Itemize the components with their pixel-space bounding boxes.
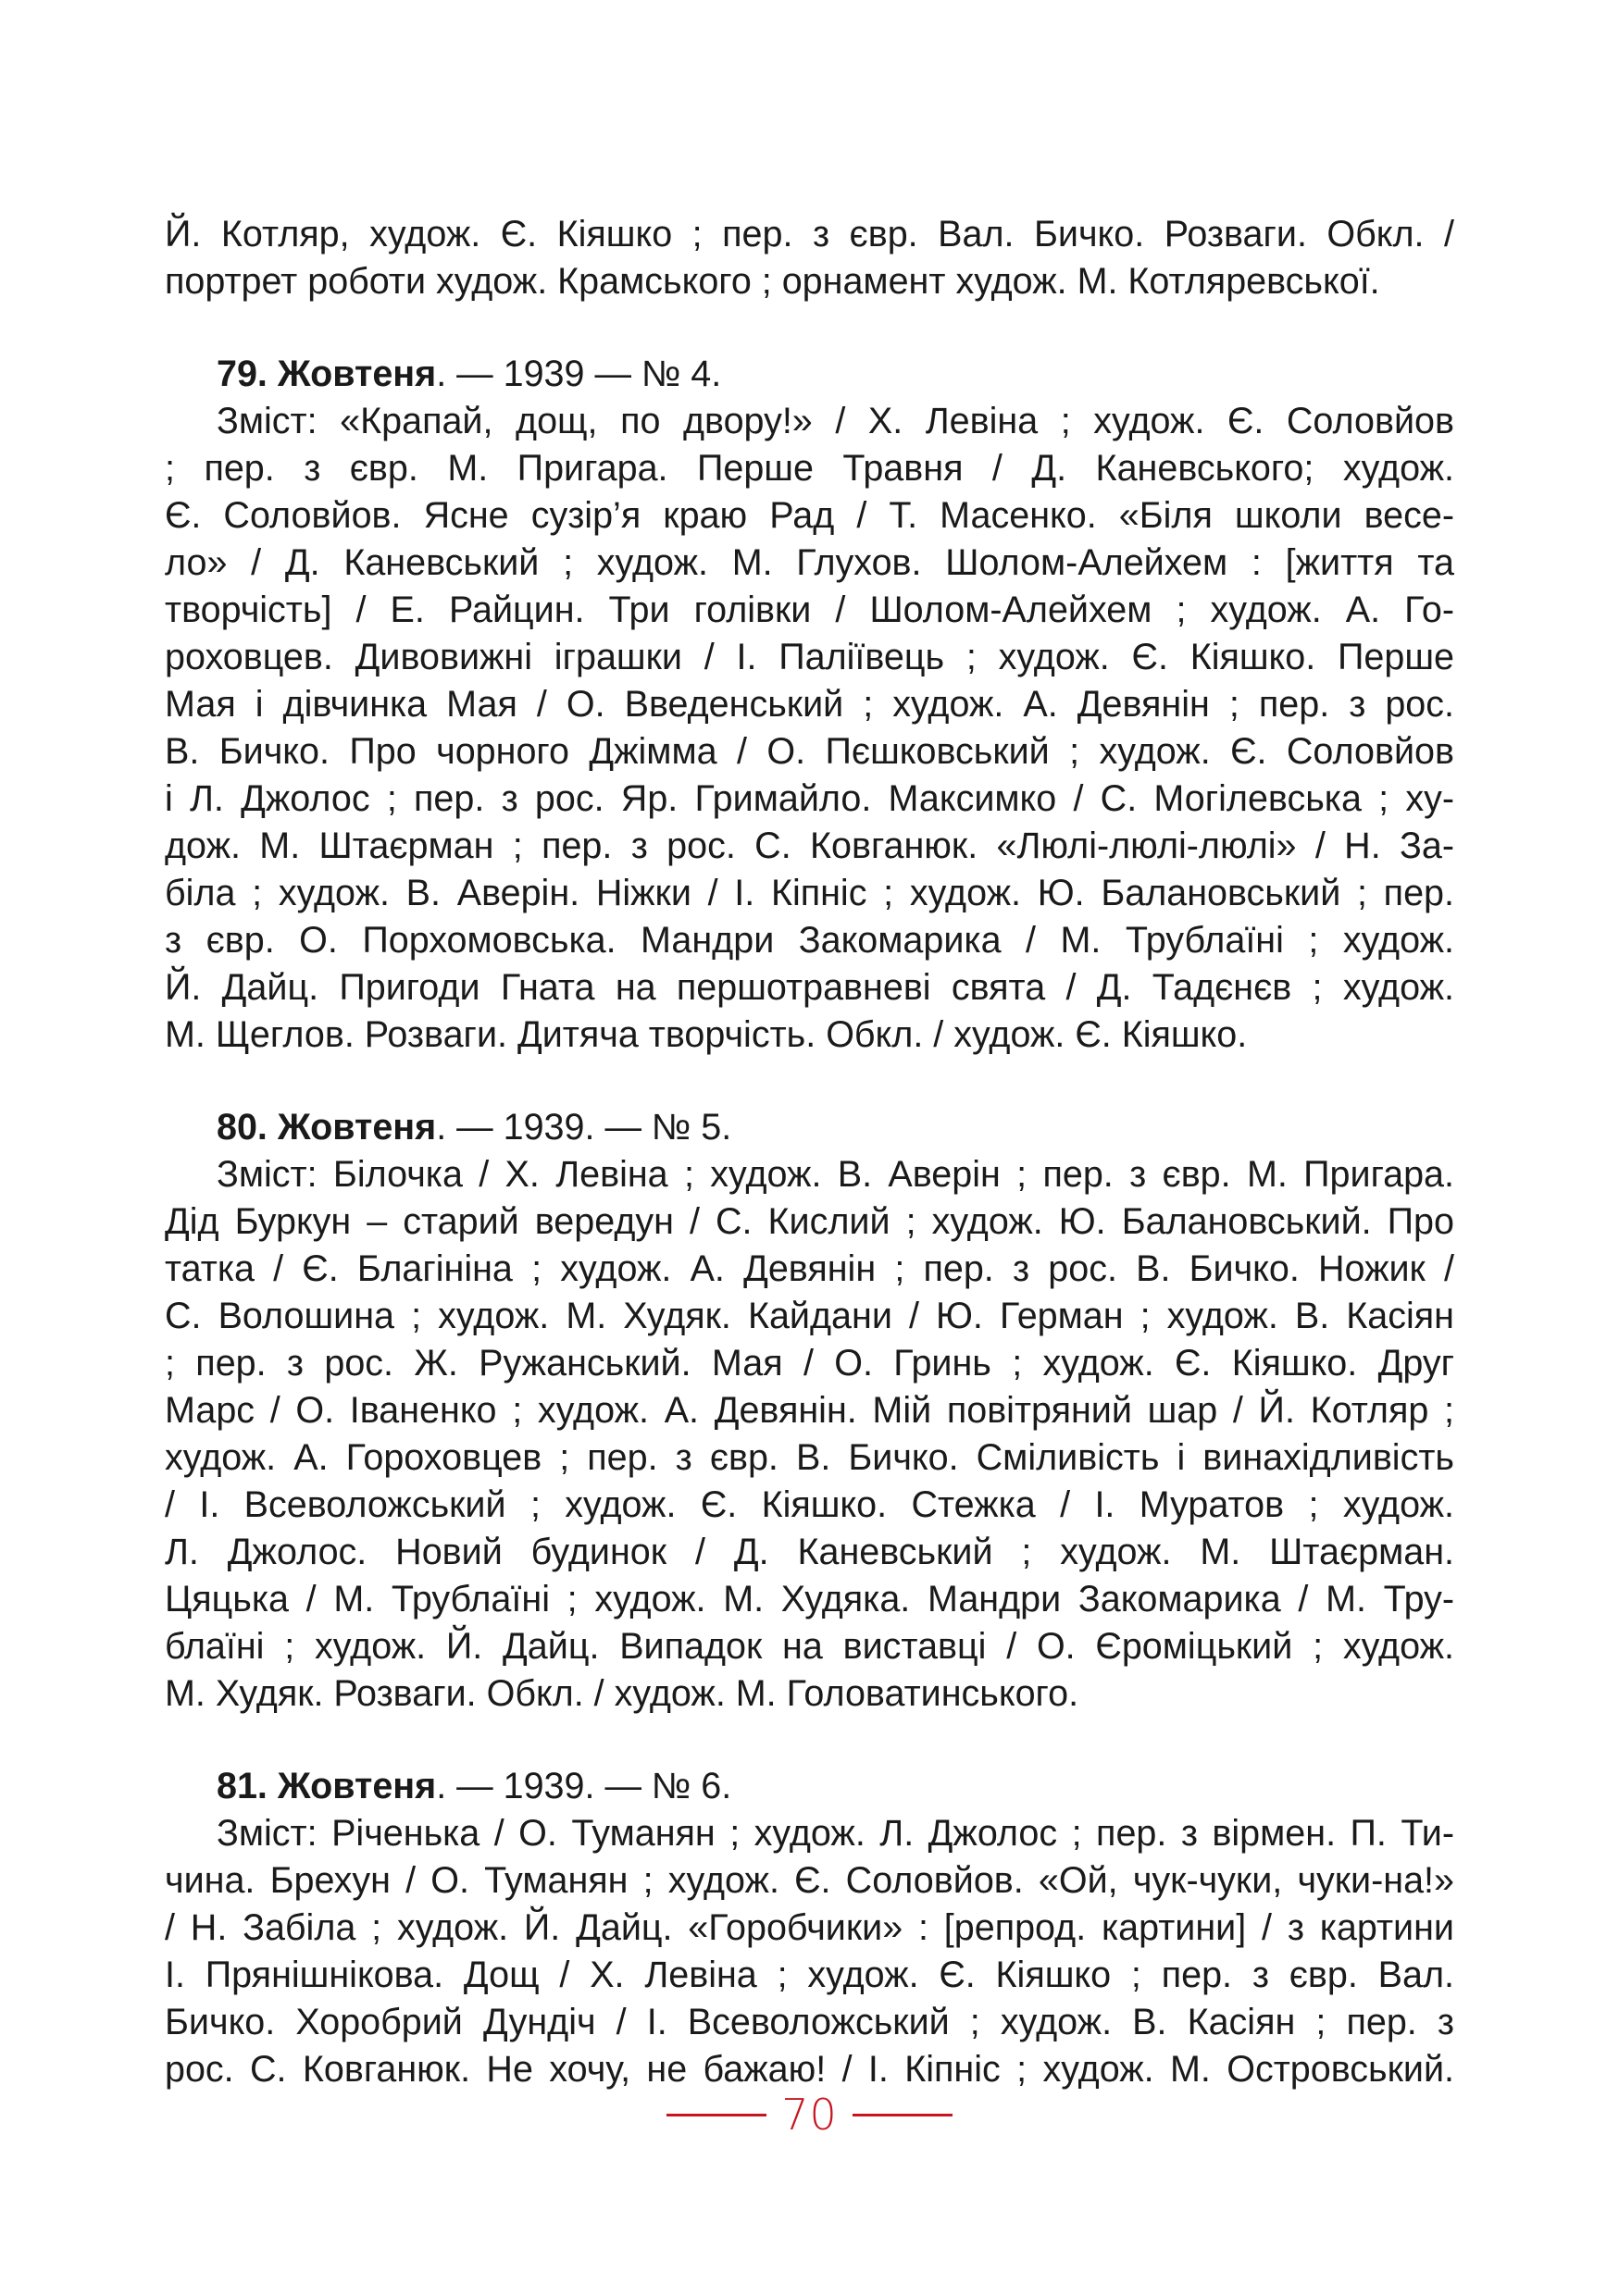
text-line: творчість] / Е. Райцин. Три голівки / Шолом-Алейхем ; худож. А. Го-	[165, 590, 1454, 630]
text-line: М. Худяк. Розваги. Обкл. / худож. М. Головатинського.	[165, 1673, 1079, 1714]
text-line: ; пер. з євр. М. Пригара. Перше Травня / Д. Каневського; худож.	[165, 448, 1454, 489]
entry-title: Жовтеня	[277, 1766, 437, 1806]
page-number: 70	[781, 2090, 838, 2140]
text-line: / Н. Забіла ; худож. Й. Дайц. «Горобчики» : [репрод. картини] / з картини	[165, 1907, 1454, 1948]
text-line: Бичко. Хоробрий Дундіч / І. Всеволожський ; худож. В. Касіян ; пер. з	[165, 2002, 1454, 2042]
text-line: М. Щеглов. Розваги. Дитяча творчість. Обкл. / худож. Є. Кіяшко.	[165, 1014, 1248, 1055]
text-line: ; пер. з рос. Ж. Ружанський. Мая / О. Гринь ; худож. Є. Кіяшко. Друг	[165, 1343, 1454, 1384]
text-line: Л. Джолос. Новий будинок / Д. Каневський ; худож. М. Штаєрман.	[165, 1532, 1454, 1572]
text-line: Є. Соловйов. Ясне сузір’я краю Рад / Т. Масенко. «Біля школи весе-	[165, 495, 1454, 536]
text-line: С. Волошина ; худож. М. Худяк. Кайдани / Ю. Герман ; худож. В. Касіян	[165, 1296, 1454, 1336]
entry-issue: . — 1939 — № 4.	[436, 354, 722, 394]
footer-rule-left	[666, 2114, 766, 2116]
entry-number: 79.	[217, 354, 268, 394]
text-line: Дід Буркун – старий вередун / С. Кислий ; худож. Ю. Балановський. Про	[165, 1201, 1454, 1242]
bibliography-entry-81	[165, 1763, 1454, 2093]
entry-heading	[165, 1763, 1454, 1810]
text-line: Цяцька / М. Трублаїні ; худож. М. Худяка. Мандри Закомарика / М. Тру-	[165, 1579, 1454, 1620]
entry-number: 80.	[217, 1107, 268, 1148]
entry-number: 81.	[217, 1766, 268, 1806]
text-line: чина. Брехун / О. Туманян ; худож. Є. Соловйов. «Ой, чук-чуки, чуки-на!»	[165, 1860, 1454, 1901]
text-line: блаїні ; худож. Й. Дайц. Випадок на виставці / О. Єроміцький ; худож.	[165, 1626, 1454, 1667]
text-line: портрет роботи худож. Крамського ; орнамент худож. М. Котляревської.	[165, 261, 1380, 302]
text-line: / І. Всеволожський ; худож. Є. Кіяшко. Стежка / І. Муратов ; худож.	[165, 1484, 1454, 1525]
entry-title: Жовтеня	[277, 354, 437, 394]
text-line: Марс / О. Іваненко ; худож. А. Девянін. Мій повітряний шар / Й. Котляр ;	[165, 1390, 1454, 1431]
text-line: роховцев. Дивовижні іграшки / І. Паліївець ; худож. Є. Кіяшко. Перше	[165, 637, 1454, 677]
text-line: Зміст: Річенька / О. Туманян ; худож. Л. Джолос ; пер. з вірмен. П. Ти-	[217, 1813, 1454, 1854]
page-number-footer	[0, 2090, 1619, 2140]
text-line: і Л. Джолос ; пер. з рос. Яр. Гримайло. Максимко / С. Могілевська ; ху-	[165, 778, 1454, 819]
entry-heading	[165, 1104, 1454, 1151]
text-line: Й. Котляр, худож. Є. Кіяшко ; пер. з євр. Вал. Бичко. Розваги. Обкл. /	[165, 214, 1454, 254]
page-body	[165, 211, 1454, 2093]
text-line: ло» / Д. Каневський ; худож. М. Глухов. Шолом-Алейхем : [життя та	[165, 542, 1454, 583]
text-line: Мая і дівчинка Мая / О. Введенський ; худож. А. Девянін ; пер. з рос.	[165, 684, 1454, 725]
text-line: біла ; худож. В. Аверін. Ніжки / І. Кіпніс ; худож. Ю. Балановський ; пер.	[165, 873, 1454, 913]
bibliography-entry-80	[165, 1104, 1454, 1718]
continuation-block	[165, 211, 1454, 305]
entry-issue: . — 1939. — № 6.	[436, 1766, 732, 1806]
text-line: з євр. О. Порхомовська. Мандри Закомарика / М. Трублаїні ; худож.	[165, 920, 1454, 961]
text-line: татка / Є. Благініна ; худож. А. Девянін ; пер. з рос. В. Бичко. Ножик /	[165, 1248, 1454, 1289]
text-line: В. Бичко. Про чорного Джімма / О. Пєшковський ; худож. Є. Соловйов	[165, 731, 1454, 772]
text-line: І. Прянішнікова. Дощ / Х. Левіна ; худож. Є. Кіяшко ; пер. з євр. Вал.	[165, 1955, 1454, 1995]
text-line: Зміст: «Крапай, дощ, по двору!» / Х. Левіна ; худож. Є. Соловйов	[217, 401, 1454, 441]
text-line: Й. Дайц. Пригоди Гната на першотравневі свята / Д. Тадєнєв ; худож.	[165, 967, 1454, 1008]
entry-title: Жовтеня	[277, 1107, 437, 1148]
text-line: дож. М. Штаєрман ; пер. з рос. С. Ковганюк. «Люлі-люлі-люлі» / Н. За-	[165, 825, 1454, 866]
text-line: рос. С. Ковганюк. Не хочу, не бажаю! / І. Кіпніс ; худож. М. Островський.	[165, 2049, 1454, 2090]
text-line: худож. А. Гороховцев ; пер. з євр. В. Бичко. Сміливість і винахідливість	[165, 1437, 1454, 1478]
entry-issue: . — 1939. — № 5.	[436, 1107, 732, 1148]
bibliography-entry-79	[165, 351, 1454, 1059]
text-line: Зміст: Білочка / Х. Левіна ; худож. В. Аверін ; пер. з євр. М. Пригара.	[217, 1154, 1454, 1195]
entry-heading	[165, 351, 1454, 398]
footer-rule-right	[853, 2114, 953, 2116]
